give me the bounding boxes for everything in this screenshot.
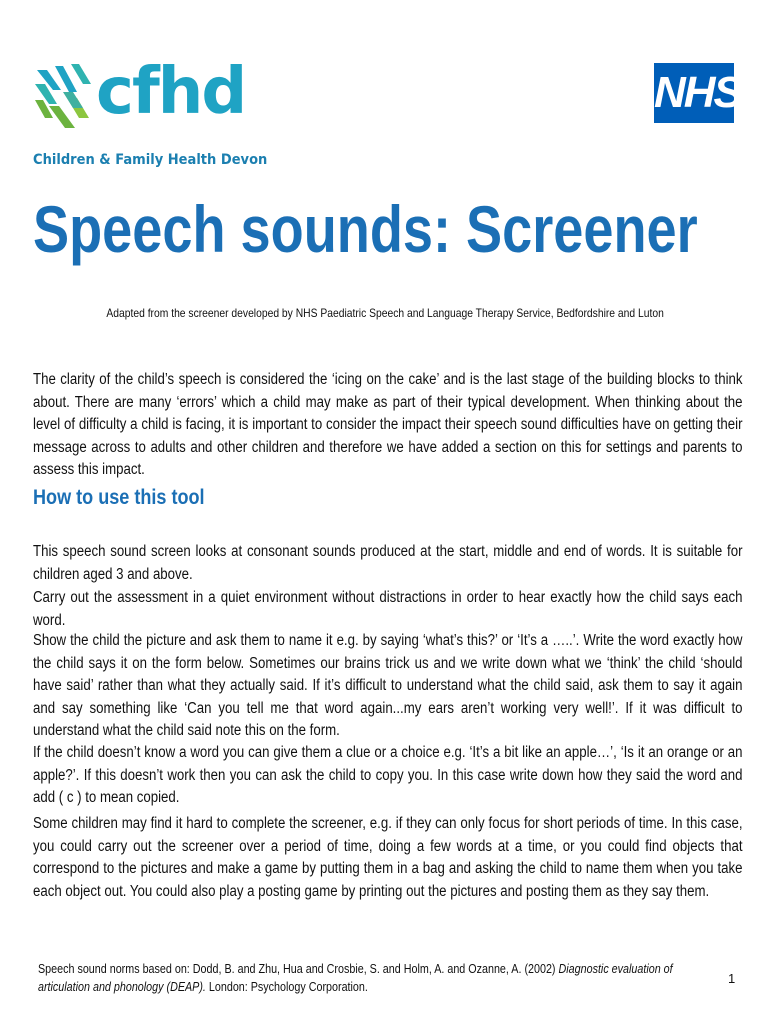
footnote-title: Diagnostic evaluation of articulation and phonology (DEAP).	[38, 962, 673, 994]
instruction-paragraph: Show the child the picture and ask them to name it e.g. by saying ‘what’s this?’ or ‘It’s a …..’. Write the word exactly how the child says it on the form below. Sometimes our brains trick us and we write down what we ‘think’ the child ‘should have said’ rather than what they actually said. If it’s difficult to understand what the child said, ask them to say it again and say something like ‘Can you tell me that word again...my ears aren’t working very well!’. If it was difficult to understand what the child said note this on the form.	[33, 632, 743, 739]
page-title	[33, 192, 733, 266]
intro-paragraph: The clarity of the child’s speech is considered the ‘icing on the cake’ and is the last stage of the building blocks to think about. There are many ‘errors’ which a child may make as part of their typical development. When thinking about the level of difficulty a child is facing, it is important to consider the impact their speech sound difficulties have on getting their message across to adults and other children and therefore we have added a section on this for settings and parents to assess this impact.	[33, 371, 743, 478]
cfhd-logo	[33, 55, 268, 174]
footnote-prefix: Speech sound norms based on: Dodd, B. and Zhu, Hua and Crosbie, S. and Holm, A. and Ozanne, A. (2002)	[38, 962, 559, 976]
footnote-suffix: London: Psychology Corporation.	[205, 980, 368, 994]
instruction-paragraph: Some children may find it hard to complete the screener, e.g. if they can only focus for short periods of time. In this case, you could carry out the screener over a period of time, doing a few words at a time, or you could find objects that correspond to the pictures and make a game by putting them in a bag and asking the child to name them when you take each object out. You could also play a posting game by printing out the pictures and posting them as they say them.	[33, 815, 743, 900]
instruction-paragraph: This speech sound screen looks at consonant sounds produced at the start, middle and end of words. It is suitable for children aged 3 and above.	[33, 543, 743, 583]
cfhd-wordmark: cfhd	[96, 55, 246, 129]
nhs-logo: NHS	[654, 63, 734, 123]
footnote	[38, 960, 717, 996]
instruction-paragraph: Carry out the assessment in a quiet environment without distractions in order to hear exactly how the child says each word.	[33, 589, 743, 629]
page-number: 1	[728, 971, 736, 986]
instruction-paragraph: If the child doesn’t know a word you can give them a clue or a choice e.g. ‘It’s a bit like an apple…’, ‘Is it an orange or an apple?’. If this doesn’t work then you can ask the child to copy you. In this case write down how they said the word and add ( c ) to mean copied.	[33, 744, 743, 806]
org-name: Children & Family Health Devon	[33, 152, 268, 168]
subtitle-text: Adapted from the screener developed by NHS Paediatric Speech and Language Therapy Service, Bedfordshire and Luton	[106, 306, 664, 320]
cfhd-mark-icon	[33, 62, 93, 132]
section-heading: How to use this tool	[33, 486, 205, 509]
page-title-text: Speech sounds: Screener	[33, 192, 698, 266]
subtitle	[0, 306, 770, 320]
